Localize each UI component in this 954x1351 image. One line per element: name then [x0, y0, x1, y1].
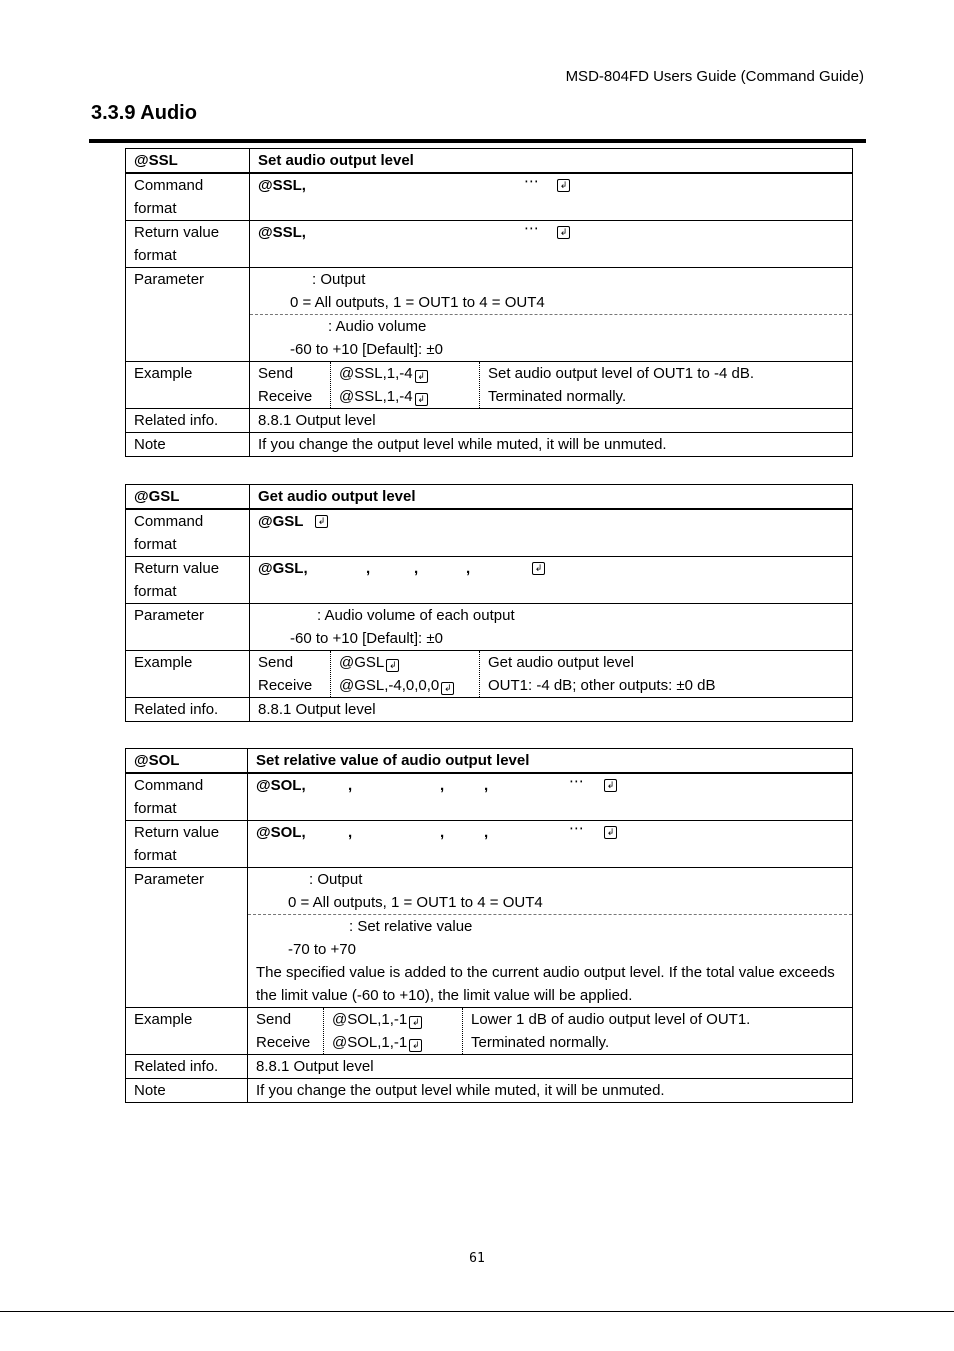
return-key-icon: ↲ — [604, 826, 617, 839]
gsl-related-info: 8.8.1 Output level — [250, 698, 853, 722]
gsl-command-format-label: Command format — [126, 509, 250, 557]
ssl-example-label: Example — [126, 362, 250, 409]
gsl-example-label: Example — [126, 651, 250, 698]
ellipsis-icon: ⋯ — [524, 173, 540, 190]
sol-receive-desc: Terminated normally. — [471, 1034, 610, 1051]
return-key-icon: ↲ — [557, 226, 570, 239]
ssl-param1-colon: : Output — [312, 271, 366, 288]
ssl-command-table — [125, 148, 853, 457]
section-title: 3.3.9 Audio — [91, 102, 197, 124]
section-divider — [89, 139, 866, 143]
sol-command-format-label: Command format — [126, 773, 248, 821]
return-key-icon: ↲ — [557, 179, 570, 192]
ellipsis-icon: ⋯ — [524, 220, 540, 237]
gsl-command-format: @GSL — [258, 513, 304, 530]
sol-send-cmd: @SOL,1,-1 — [332, 1011, 408, 1028]
sol-param1-colon: : Output — [309, 871, 363, 888]
return-key-icon: ↲ — [415, 370, 428, 383]
sol-note-label: Note — [126, 1079, 248, 1103]
ssl-parameter-label: Parameter — [126, 268, 250, 362]
sol-receive-cmd: @SOL,1,-1 — [332, 1034, 408, 1051]
gsl-command-table — [125, 484, 853, 722]
sol-command-format: @SOL, — [256, 777, 306, 794]
comma-separator: , — [440, 777, 445, 794]
sol-param2-values: -70 to +70 — [288, 941, 356, 958]
gsl-param1-colon: : Audio volume of each output — [317, 607, 515, 624]
sol-command-table — [125, 748, 853, 1103]
sol-send-desc: Lower 1 dB of audio output level of OUT1. — [471, 1011, 751, 1028]
comma-separator: , — [484, 777, 489, 794]
sol-receive-label: Receive — [256, 1034, 311, 1051]
ellipsis-icon: ⋯ — [569, 773, 585, 790]
sol-param2-colon: : Set relative value — [349, 918, 473, 935]
sol-example-label: Example — [126, 1008, 248, 1055]
comma-separator: , — [484, 824, 489, 841]
comma-separator: , — [414, 560, 419, 577]
ssl-param2-colon: : Audio volume — [328, 318, 427, 335]
sol-param2-description: The specified value is added to the current audio output level. If the total value exceeds the limit value (-60 to +10), the limit value will be applied. — [256, 964, 835, 1004]
page-number: 61 — [469, 1251, 485, 1266]
gsl-receive-desc: OUT1: -4 dB; other outputs: ±0 dB — [488, 677, 716, 694]
gsl-return-format-label: Return value format — [126, 557, 250, 604]
gsl-receive-label: Receive — [258, 677, 313, 694]
gsl-receive-cmd: @GSL,-4,0,0,0 — [339, 677, 440, 694]
gsl-related-label: Related info. — [126, 698, 250, 722]
gsl-send-label: Send — [258, 654, 294, 671]
ssl-note: If you change the output level while muted, it will be unmuted. — [250, 433, 853, 457]
comma-separator: , — [366, 560, 371, 577]
comma-separator: , — [466, 560, 471, 577]
sol-param1-values: 0 = All outputs, 1 = OUT1 to 4 = OUT4 — [288, 894, 543, 911]
return-key-icon: ↲ — [409, 1039, 422, 1052]
return-key-icon: ↲ — [604, 779, 617, 792]
ssl-send-desc: Set audio output level of OUT1 to -4 dB. — [488, 365, 754, 382]
sol-send-label: Send — [256, 1011, 292, 1028]
comma-separator: , — [348, 824, 353, 841]
ssl-send-cmd: @SSL,1,-4 — [339, 365, 413, 382]
return-key-icon: ↲ — [415, 393, 428, 406]
gsl-return-format: @GSL, — [258, 560, 308, 577]
return-key-icon: ↲ — [386, 659, 399, 672]
gsl-command-name: @GSL — [126, 485, 250, 510]
ssl-receive-desc: Terminated normally. — [488, 388, 627, 405]
ssl-send-label: Send — [258, 365, 294, 382]
return-key-icon: ↲ — [409, 1016, 422, 1029]
return-key-icon: ↲ — [441, 682, 454, 695]
ssl-related-label: Related info. — [126, 409, 250, 433]
ssl-return-format: @SSL, — [258, 224, 306, 241]
ssl-command-title: Set audio output level — [250, 149, 853, 174]
ssl-return-format-label: Return value format — [126, 221, 250, 268]
sol-command-title: Set relative value of audio output level — [248, 749, 853, 774]
sol-related-label: Related info. — [126, 1055, 248, 1079]
ssl-command-format-label: Command format — [126, 173, 250, 221]
comma-separator: , — [440, 824, 445, 841]
gsl-send-desc: Get audio output level — [488, 654, 634, 671]
ssl-param2-values: -60 to +10 [Default]: ±0 — [290, 341, 443, 358]
gsl-param1-values: -60 to +10 [Default]: ±0 — [290, 630, 443, 647]
gsl-command-title: Get audio output level — [250, 485, 853, 510]
footer-divider — [0, 1311, 954, 1312]
comma-separator: , — [348, 777, 353, 794]
document-header: MSD-804FD Users Guide (Command Guide) — [565, 68, 864, 85]
ssl-receive-label: Receive — [258, 388, 313, 405]
ssl-receive-cmd: @SSL,1,-4 — [339, 388, 413, 405]
gsl-parameter-label: Parameter — [126, 604, 250, 651]
ssl-command-name: @SSL — [126, 149, 250, 174]
ellipsis-icon: ⋯ — [569, 820, 585, 837]
ssl-command-format: @SSL, — [258, 177, 306, 194]
sol-command-name: @SOL — [126, 749, 248, 774]
ssl-related-info: 8.8.1 Output level — [250, 409, 853, 433]
gsl-send-cmd: @GSL — [339, 654, 385, 671]
sol-return-format: @SOL, — [256, 824, 306, 841]
sol-note: If you change the output level while muted, it will be unmuted. — [248, 1079, 853, 1103]
sol-related-info: 8.8.1 Output level — [248, 1055, 853, 1079]
ssl-note-label: Note — [126, 433, 250, 457]
sol-return-format-label: Return value format — [126, 821, 248, 868]
return-key-icon: ↲ — [315, 515, 328, 528]
ssl-param1-values: 0 = All outputs, 1 = OUT1 to 4 = OUT4 — [290, 294, 545, 311]
return-key-icon: ↲ — [532, 562, 545, 575]
sol-parameter-label: Parameter — [126, 868, 248, 1008]
